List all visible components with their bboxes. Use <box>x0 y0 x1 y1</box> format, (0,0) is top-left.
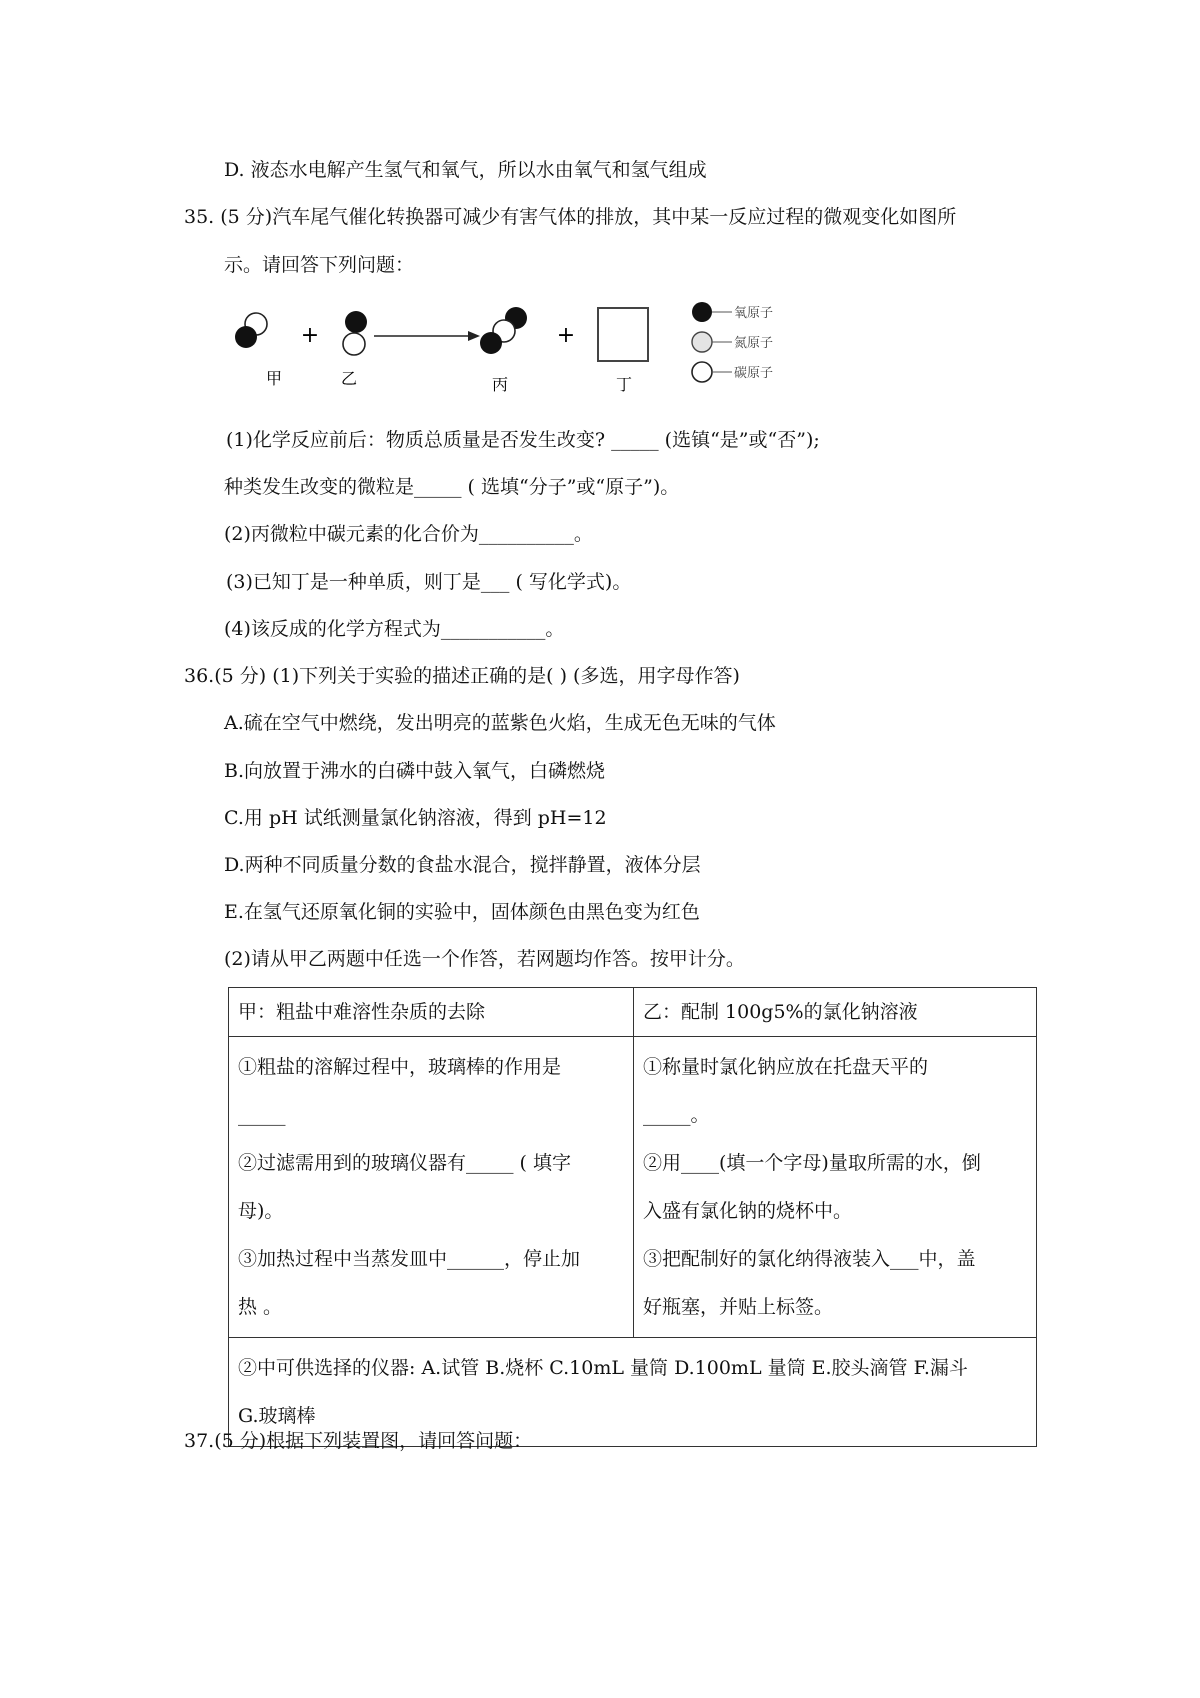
q36-option-e: E.在氢气还原氧化铜的实验中，固体颜色由黑色变为红色 <box>224 901 700 923</box>
q35-sub4: (4)该反成的化学方程式为___________。 <box>224 618 565 640</box>
cell-yi <box>634 1037 1037 1338</box>
jia-line-4: 母)。 <box>238 1200 284 1222</box>
q37-stem: 37.(5 分)根据下列装置图，请回答问题： <box>184 1430 533 1452</box>
label-ding: 丁 <box>615 375 633 394</box>
reaction-arrow-icon <box>374 331 480 341</box>
oxygen-atom-icon <box>235 326 257 348</box>
legend <box>692 302 773 382</box>
header-jia: 甲：粗盐中难溶性杂质的去除 <box>229 988 634 1037</box>
molecule-yi <box>343 311 367 355</box>
q36-part2: (2)请从甲乙两题中任选一个作答，若网题均作答。按甲计分。 <box>224 948 745 970</box>
label-jia: 甲 <box>265 369 283 388</box>
legend-carbon-icon <box>692 362 712 382</box>
q36-stem: 36.(5 分) (1)下列关于实验的描述正确的是( ) (多选，用字母作答) <box>184 665 740 687</box>
oxygen-atom-icon <box>480 332 502 354</box>
label-bing: 丙 <box>491 375 509 394</box>
q36-option-c: C.用 pH 试纸测量氯化钠溶液，得到 pH=12 <box>224 807 607 829</box>
oxygen-atom-icon <box>345 311 367 333</box>
footer-line-2: G.玻璃棒 <box>238 1405 316 1427</box>
q35-sub1-line2: 种类发生改变的微粒是_____ ( 选填“分子”或“原子”)。 <box>224 476 680 498</box>
q35-sub3: (3)已知丁是一种单质，则丁是___ ( 写化学式)。 <box>226 571 632 593</box>
yi-line-6: 好瓶塞，并贴上标签。 <box>643 1296 834 1318</box>
q35-stem-line1: 35. (5 分)汽车尾气催化转换器可减少有害气体的排放，其中某一反应过程的微观变化如图所 <box>184 206 957 228</box>
q36-option-a: A.硫在空气中燃绕，发出明亮的蓝紫色火焰，生成无色无味的气体 <box>224 712 776 734</box>
table-row <box>229 1037 1037 1338</box>
legend-nitrogen-label: 氮原子 <box>734 336 774 351</box>
jia-line-5: ③加热过程中当蒸发皿中______，停止加 <box>238 1248 581 1270</box>
yi-line-4: 入盛有氯化钠的烧杯中。 <box>643 1200 853 1222</box>
footer-line-1: ②中可供选择的仪器: A.试管 B.烧杯 C.10mL 量筒 D.100mL 量筒 E.胶头滴管 F.漏斗 <box>238 1357 968 1379</box>
label-yi: 乙 <box>340 369 358 388</box>
q36-choice-table <box>228 987 1037 1447</box>
legend-oxygen-label: 氧原子 <box>734 306 774 321</box>
q36-option-d: D.两种不同质量分数的食盐水混合，搅拌静置，液体分层 <box>224 854 701 876</box>
yi-line-2: _____。 <box>643 1104 710 1126</box>
q35-sub2: (2)丙微粒中碳元素的化合价为__________。 <box>224 523 593 545</box>
yi-line-1: ①称量时氯化钠应放在托盘天平的 <box>643 1056 929 1078</box>
product-ding-box <box>598 308 648 361</box>
q35-sub1-line1: (1)化学反应前后：物质总质量是否发生改变? _____ (选镇“是”或“否”); <box>226 429 820 451</box>
yi-line-3: ②用____(填一个字母)量取所需的水，倒 <box>643 1152 981 1174</box>
jia-line-1: ①粗盐的溶解过程中，玻璃棒的作用是 <box>238 1056 562 1078</box>
header-yi: 乙：配制 100g5%的氯化钠溶液 <box>634 988 1037 1037</box>
molecule-jia <box>235 313 267 348</box>
yi-line-5: ③把配制好的氯化纳得液装入___中，盖 <box>643 1248 976 1270</box>
q35-stem-line2: 示。请回答下列问题： <box>224 254 415 276</box>
q36-option-b: B.向放置于沸水的白磷中鼓入氧气，白磷燃烧 <box>224 760 606 782</box>
reaction-micro-diagram <box>224 300 824 412</box>
legend-nitrogen-icon <box>692 332 712 352</box>
jia-line-6: 热 。 <box>238 1296 283 1318</box>
carbon-atom-icon <box>343 333 365 355</box>
legend-oxygen-icon <box>692 302 712 322</box>
table-row <box>229 988 1037 1037</box>
q34-option-d: D. 液态水电解产生氢气和氧气，所以水由氧气和氢气组成 <box>224 159 707 181</box>
jia-line-3: ②过滤需用到的玻璃仪器有_____ ( 填字 <box>238 1152 571 1174</box>
legend-carbon-label: 碳原子 <box>734 366 774 381</box>
plus-sign-2: + <box>556 323 576 348</box>
cell-jia <box>229 1037 634 1338</box>
plus-sign-1: + <box>300 323 320 348</box>
jia-line-2: _____ <box>238 1104 286 1126</box>
molecule-bing <box>480 307 527 354</box>
